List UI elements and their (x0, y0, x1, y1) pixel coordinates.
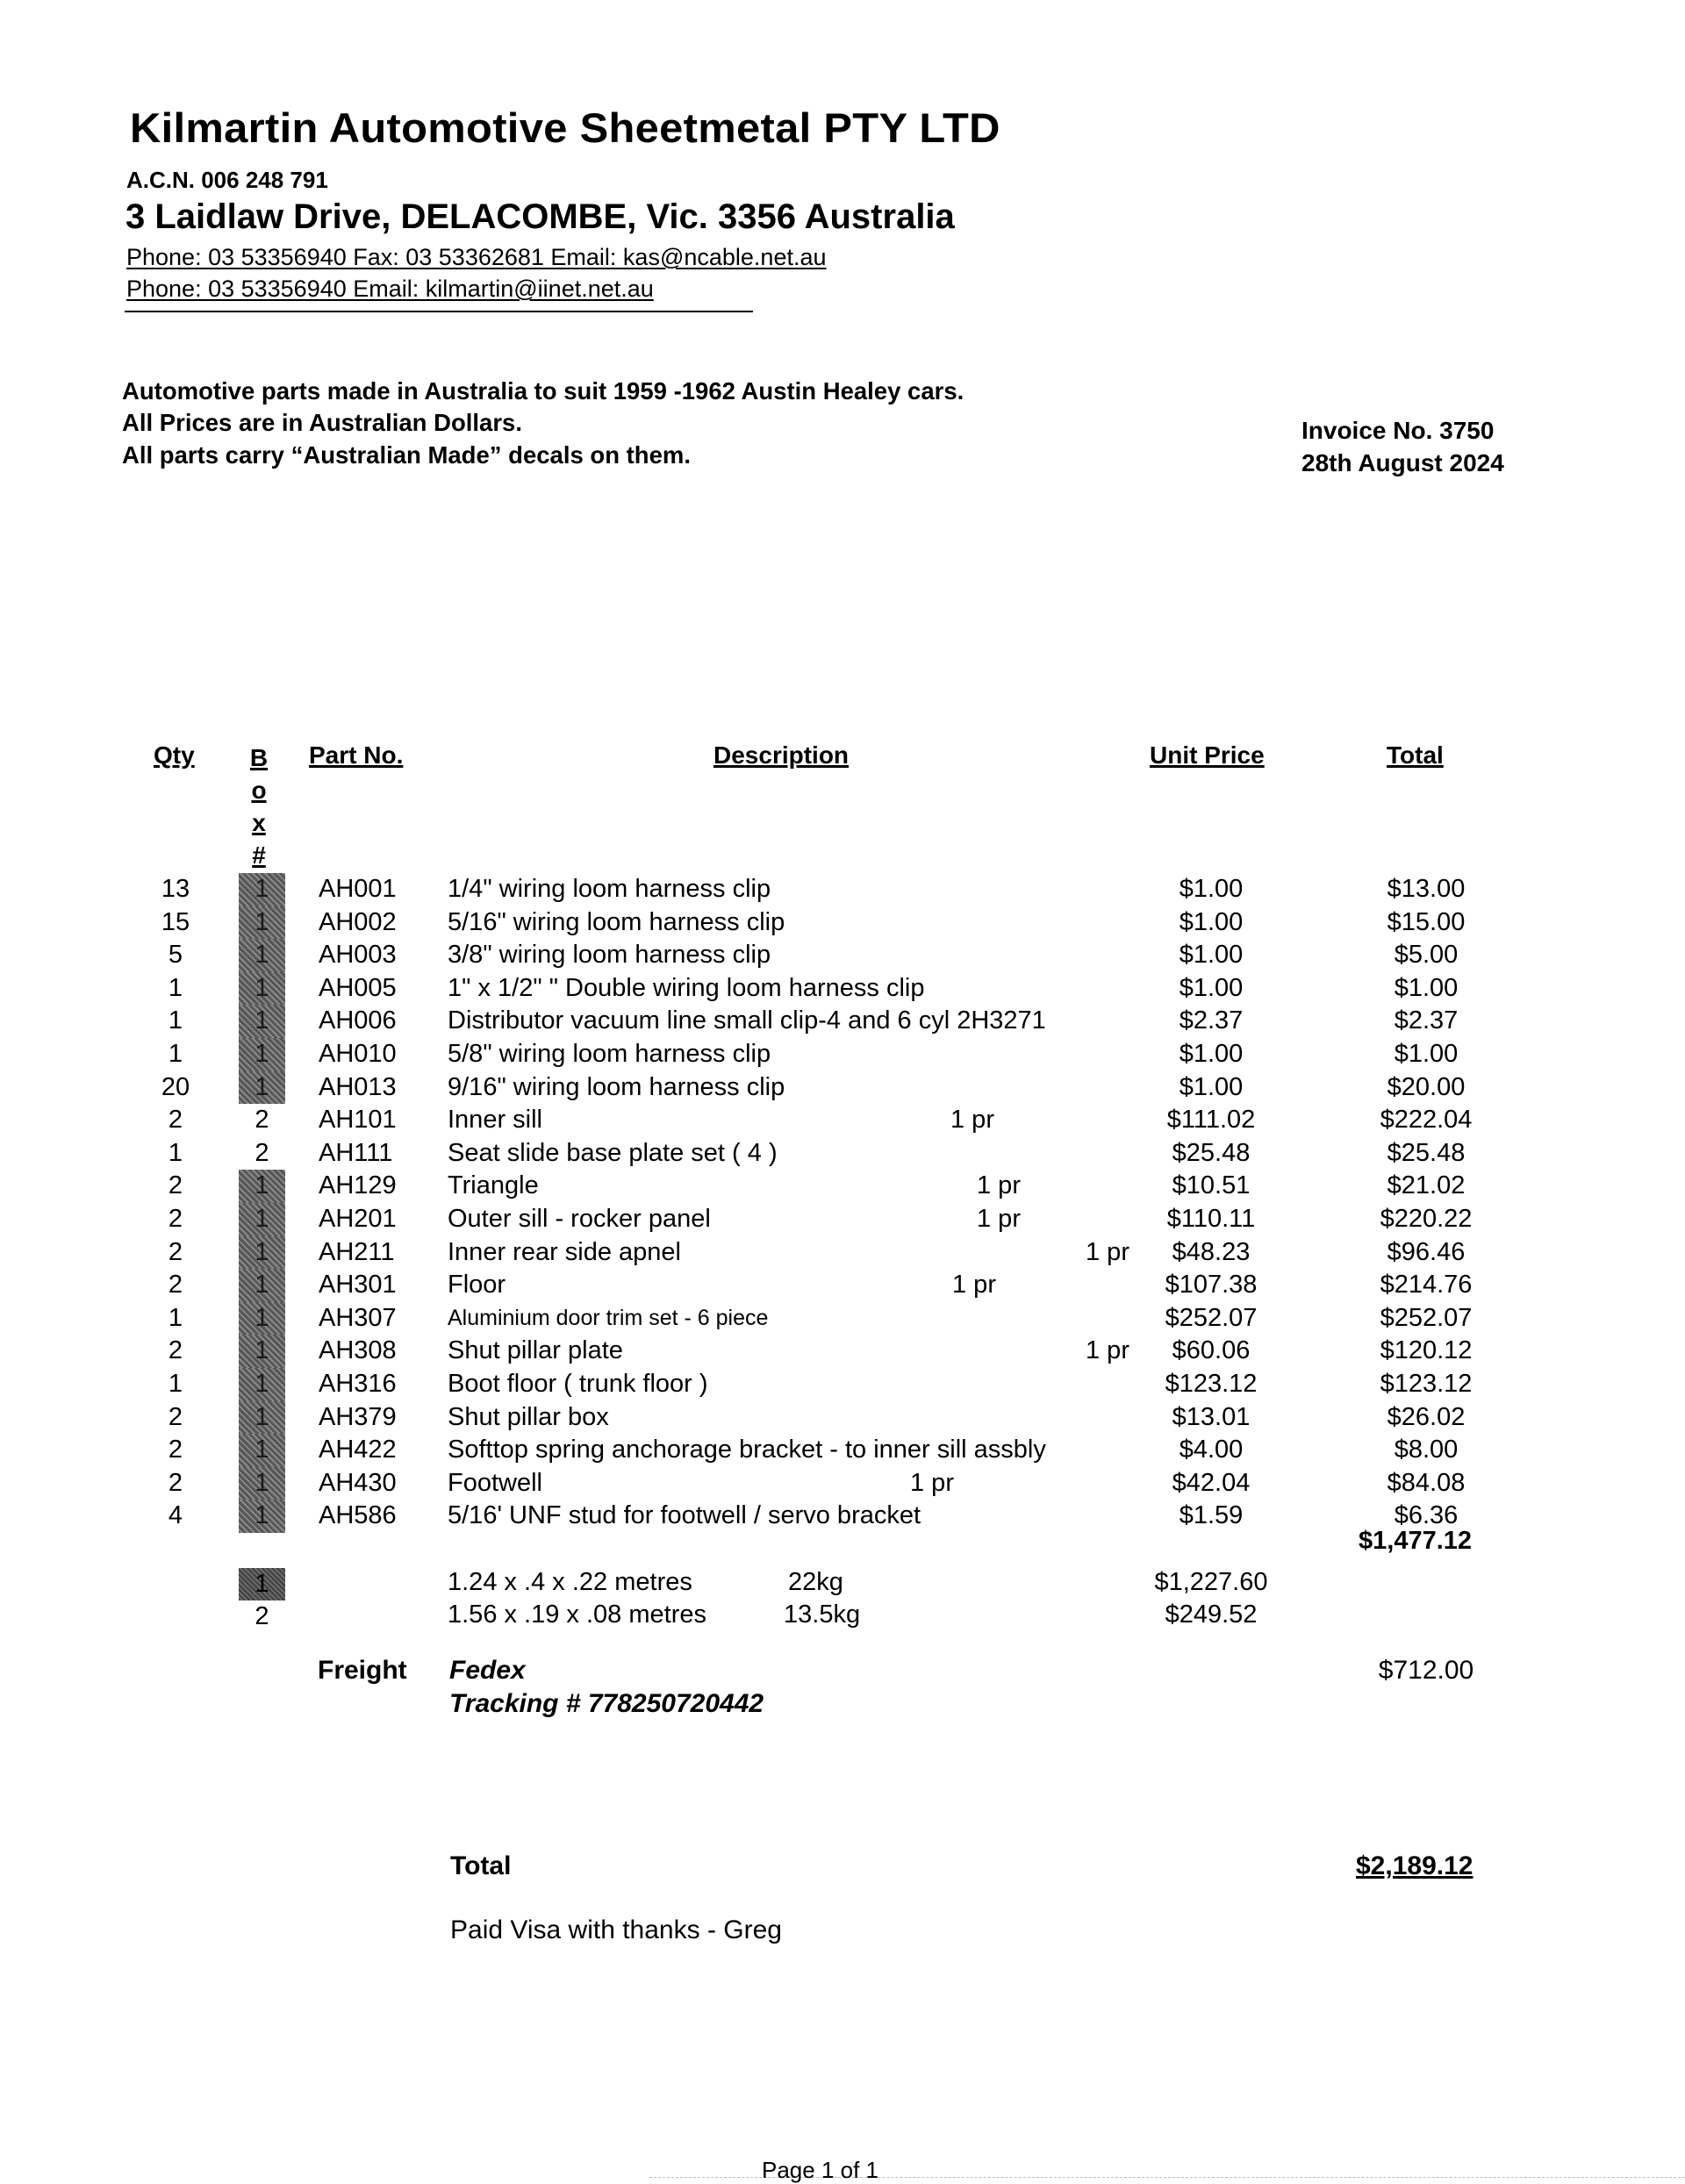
box-number-cell: 2 (255, 1138, 269, 1167)
part-number-cell: AH308 (319, 1336, 397, 1365)
description-cell: Inner sill (448, 1106, 542, 1135)
package-price: $249.52 (1165, 1600, 1258, 1629)
unit-price-cell: $1.00 (1179, 875, 1244, 903)
part-number-cell: AH111 (319, 1138, 393, 1167)
unit-price-cell: $48.23 (1172, 1237, 1251, 1266)
line-total-cell: $5.00 (1394, 941, 1459, 970)
qty-cell: 4 (168, 1501, 183, 1530)
table-row (0, 1335, 1685, 1368)
description-cell: Softtop spring anchorage bracket - to inner sill assbly (448, 1436, 1046, 1464)
unit-price-cell: $25.48 (1172, 1138, 1251, 1167)
description-cell: Floor (448, 1271, 506, 1300)
box-number-cell: 1 (239, 1005, 285, 1038)
unit-price-cell: $10.51 (1172, 1171, 1251, 1200)
table-row (0, 1236, 1685, 1270)
part-number-cell: AH586 (319, 1501, 397, 1530)
part-number-cell: AH201 (319, 1204, 397, 1233)
unit-price-cell: $110.11 (1166, 1204, 1256, 1233)
page-number: Page 1 of 1 (762, 2157, 878, 2183)
unit-price-cell: $123.12 (1165, 1369, 1258, 1398)
freight-label: Freight (318, 1656, 407, 1685)
subtotal-amount: $1,477.12 (1359, 1527, 1473, 1555)
box-number-cell: 1 (239, 1203, 285, 1236)
qty-cell: 1 (168, 973, 183, 1002)
part-number-cell: AH013 (319, 1072, 397, 1101)
qty-cell: 2 (168, 1271, 183, 1300)
invoice-date: 28th August 2024 (1301, 449, 1504, 476)
box-number-cell: 1 (239, 1401, 285, 1435)
box-number-cell: 1 (239, 906, 285, 940)
table-row (0, 1071, 1685, 1105)
description-cell: 9/16" wiring loom harness clip (448, 1072, 785, 1101)
grand-total-amount: $2,189.12 (1356, 1851, 1473, 1880)
box-number-cell: 1 (239, 1500, 285, 1533)
table-row (0, 972, 1685, 1006)
company-address: 3 Laidlaw Drive, DELACOMBE, Vic. 3356 Australia (125, 197, 955, 236)
freight-carrier: Fedex (449, 1656, 526, 1685)
package-dimensions: 1.24 x .4 x .22 metres (448, 1568, 692, 1596)
contact-line-2: Phone: 03 53356940 Email: kilmartin@iinet.net.au (126, 276, 654, 302)
line-total-cell: $6.36 (1394, 1501, 1459, 1530)
package-box-number: 2 (255, 1602, 269, 1630)
line-total-cell: $2.37 (1394, 1006, 1459, 1035)
box-number-cell: 1 (239, 1434, 285, 1467)
qty-cell: 2 (168, 1436, 183, 1464)
header-total: Total (1387, 741, 1444, 769)
header-box-number (246, 741, 272, 871)
pair-quantity-note: 1 pr (977, 1204, 1021, 1233)
description-cell: Outer sill - rocker panel (448, 1204, 711, 1233)
qty-cell: 2 (168, 1237, 183, 1266)
package-weight: 22kg (788, 1568, 843, 1596)
header-unit-price: Unit Price (1150, 741, 1265, 769)
package-price: $1,227.60 (1154, 1568, 1268, 1596)
part-number-cell: AH307 (319, 1303, 397, 1332)
table-row (0, 1401, 1685, 1435)
unit-price-cell: $13.01 (1172, 1402, 1251, 1431)
line-total-cell: $20.00 (1387, 1072, 1466, 1101)
part-number-cell: AH129 (319, 1171, 397, 1200)
qty-cell: 2 (168, 1204, 183, 1233)
note-currency: All Prices are in Australian Dollars. (122, 409, 522, 436)
description-cell: Footwell (448, 1468, 542, 1497)
line-total-cell: $21.02 (1387, 1171, 1466, 1200)
part-number-cell: AH316 (319, 1369, 397, 1398)
box-number-cell: 2 (255, 1106, 269, 1135)
part-number-cell: AH010 (319, 1039, 397, 1068)
box-number-cell: 1 (239, 1269, 285, 1302)
line-total-cell: $220.22 (1380, 1204, 1473, 1233)
description-cell: 3/8" wiring loom harness clip (448, 941, 771, 970)
header-qty: Qty (154, 741, 195, 769)
box-number-cell: 1 (239, 1071, 285, 1105)
pair-quantity-note: 1 pr (952, 1271, 996, 1300)
qty-cell: 2 (168, 1336, 183, 1365)
package-weight: 13.5kg (784, 1600, 861, 1629)
box-number-cell: 1 (239, 1236, 285, 1270)
box-number-cell: 1 (239, 1335, 285, 1368)
part-number-cell: AH101 (319, 1106, 397, 1135)
qty-cell: 5 (168, 941, 183, 970)
description-cell: Boot floor ( trunk floor ) (448, 1369, 708, 1398)
line-total-cell: $84.08 (1387, 1468, 1466, 1497)
box-number-cell: 1 (239, 873, 285, 906)
description-cell: Seat slide base plate set ( 4 ) (448, 1138, 778, 1167)
line-total-cell: $222.04 (1380, 1106, 1473, 1135)
unit-price-cell: $2.37 (1179, 1006, 1244, 1035)
note-australian-made: Automotive parts made in Australia to suit 1959 -1962 Austin Healey cars. (122, 377, 964, 405)
company-acn: A.C.N. 006 248 791 (126, 167, 328, 193)
part-number-cell: AH211 (319, 1237, 395, 1266)
description-cell: 1" x 1/2" " Double wiring loom harness clip (448, 973, 925, 1002)
qty-cell: 2 (168, 1402, 183, 1431)
unit-price-cell: $4.00 (1179, 1436, 1244, 1464)
unit-price-cell: $60.06 (1172, 1336, 1251, 1365)
pair-quantity-note: 1 pr (950, 1106, 994, 1135)
table-row (0, 1203, 1685, 1236)
contact-line-1: Phone: 03 53356940 Fax: 03 53362681 Email: kas@ncable.net.au (126, 244, 827, 270)
line-total-cell: $13.00 (1387, 875, 1466, 903)
line-total-cell: $252.07 (1380, 1303, 1473, 1332)
header-box-letter: x (252, 809, 266, 836)
table-row (0, 873, 1685, 906)
qty-cell: 2 (168, 1106, 183, 1135)
box-number-cell: 1 (239, 1170, 285, 1203)
table-row (0, 1368, 1685, 1401)
box-number-cell: 1 (239, 1302, 285, 1335)
invoice-number: Invoice No. 3750 (1301, 417, 1495, 444)
package-box-number: 1 (239, 1568, 285, 1600)
unit-price-cell: $1.00 (1179, 907, 1244, 936)
qty-cell: 1 (168, 1369, 183, 1398)
qty-cell: 15 (161, 907, 190, 936)
unit-price-cell: $1.00 (1179, 1072, 1244, 1101)
line-total-cell: $123.12 (1380, 1369, 1473, 1398)
qty-cell: 20 (161, 1072, 190, 1101)
contact-underline-divider (125, 311, 753, 312)
line-total-cell: $1.00 (1394, 1039, 1459, 1068)
table-row (0, 1302, 1685, 1335)
box-number-cell: 1 (239, 972, 285, 1006)
unit-price-cell: $107.38 (1165, 1271, 1258, 1300)
description-cell: Distributor vacuum line small clip-4 and 6 cyl 2H3271 (448, 1006, 1046, 1035)
package-dimensions: 1.56 x .19 x .08 metres (448, 1600, 706, 1629)
box-number-cell: 1 (239, 1368, 285, 1401)
freight-amount: $712.00 (1378, 1656, 1474, 1685)
box-number-cell: 1 (239, 1467, 285, 1500)
table-row (0, 1434, 1685, 1467)
pair-quantity-note: 1 pr (1086, 1336, 1129, 1365)
part-number-cell: AH002 (319, 907, 397, 936)
line-total-cell: $8.00 (1394, 1436, 1459, 1464)
part-number-cell: AH301 (319, 1271, 397, 1300)
payment-note: Paid Visa with thanks - Greg (450, 1915, 782, 1944)
company-name: Kilmartin Automotive Sheetmetal PTY LTD (130, 104, 1000, 151)
line-total-cell: $26.02 (1387, 1402, 1466, 1431)
line-total-cell: $96.46 (1387, 1237, 1466, 1266)
unit-price-cell: $1.00 (1179, 941, 1244, 970)
pair-quantity-note: 1 pr (910, 1468, 954, 1497)
part-number-cell: AH005 (319, 973, 397, 1002)
pair-quantity-note: 1 pr (1086, 1237, 1129, 1266)
header-box-letter: B (249, 744, 269, 771)
description-cell: 5/16" wiring loom harness clip (448, 907, 785, 936)
qty-cell: 2 (168, 1171, 183, 1200)
table-row (0, 1269, 1685, 1302)
unit-price-cell: $111.02 (1166, 1106, 1256, 1135)
qty-cell: 1 (168, 1006, 183, 1035)
unit-price-cell: $1.00 (1179, 1039, 1244, 1068)
unit-price-cell: $1.00 (1179, 973, 1244, 1002)
table-row (0, 906, 1685, 940)
box-number-cell: 1 (239, 1038, 285, 1071)
unit-price-cell: $252.07 (1165, 1303, 1258, 1332)
line-items-table (0, 873, 1685, 1533)
table-row (0, 1038, 1685, 1071)
qty-cell: 2 (168, 1468, 183, 1497)
note-decals: All parts carry “Australian Made” decals on them. (122, 441, 691, 469)
part-number-cell: AH422 (319, 1436, 397, 1464)
part-number-cell: AH430 (319, 1468, 397, 1497)
part-number-cell: AH001 (319, 875, 397, 903)
line-total-cell: $214.76 (1380, 1271, 1473, 1300)
grand-total-label: Total (450, 1851, 512, 1880)
freight-tracking-number: Tracking # 778250720442 (449, 1689, 764, 1718)
line-total-cell: $1.00 (1394, 973, 1459, 1002)
table-row (0, 1170, 1685, 1203)
table-row (0, 1137, 1685, 1171)
qty-cell: 13 (161, 875, 190, 903)
qty-cell: 1 (168, 1039, 183, 1068)
header-box-letter: # (252, 841, 266, 869)
unit-price-cell: $1.59 (1179, 1501, 1244, 1530)
part-number-cell: AH006 (319, 1006, 397, 1035)
header-box-letter: o (251, 777, 267, 804)
box-number-cell: 1 (239, 939, 285, 972)
description-cell: Aluminium door trim set - 6 piece (448, 1305, 769, 1330)
table-row (0, 939, 1685, 972)
description-cell: Shut pillar plate (448, 1336, 623, 1365)
table-row (0, 1005, 1685, 1038)
qty-cell: 1 (168, 1303, 183, 1332)
table-row (0, 1467, 1685, 1500)
pair-quantity-note: 1 pr (977, 1171, 1021, 1200)
unit-price-cell: $42.04 (1172, 1468, 1251, 1497)
table-row (0, 1104, 1685, 1137)
description-cell: 5/16' UNF stud for footwell / servo bracket (448, 1501, 921, 1530)
description-cell: 5/8" wiring loom harness clip (448, 1039, 771, 1068)
line-total-cell: $25.48 (1387, 1138, 1466, 1167)
part-number-cell: AH003 (319, 941, 397, 970)
line-total-cell: $15.00 (1387, 907, 1466, 936)
description-cell: 1/4" wiring loom harness clip (448, 875, 771, 903)
description-cell: Shut pillar box (448, 1402, 609, 1431)
description-cell: Triangle (448, 1171, 539, 1200)
qty-cell: 1 (168, 1138, 183, 1167)
part-number-cell: AH379 (319, 1402, 397, 1431)
header-part-no: Part No. (309, 741, 404, 769)
description-cell: Inner rear side apnel (448, 1237, 681, 1266)
header-description: Description (713, 741, 850, 769)
line-total-cell: $120.12 (1380, 1336, 1473, 1365)
